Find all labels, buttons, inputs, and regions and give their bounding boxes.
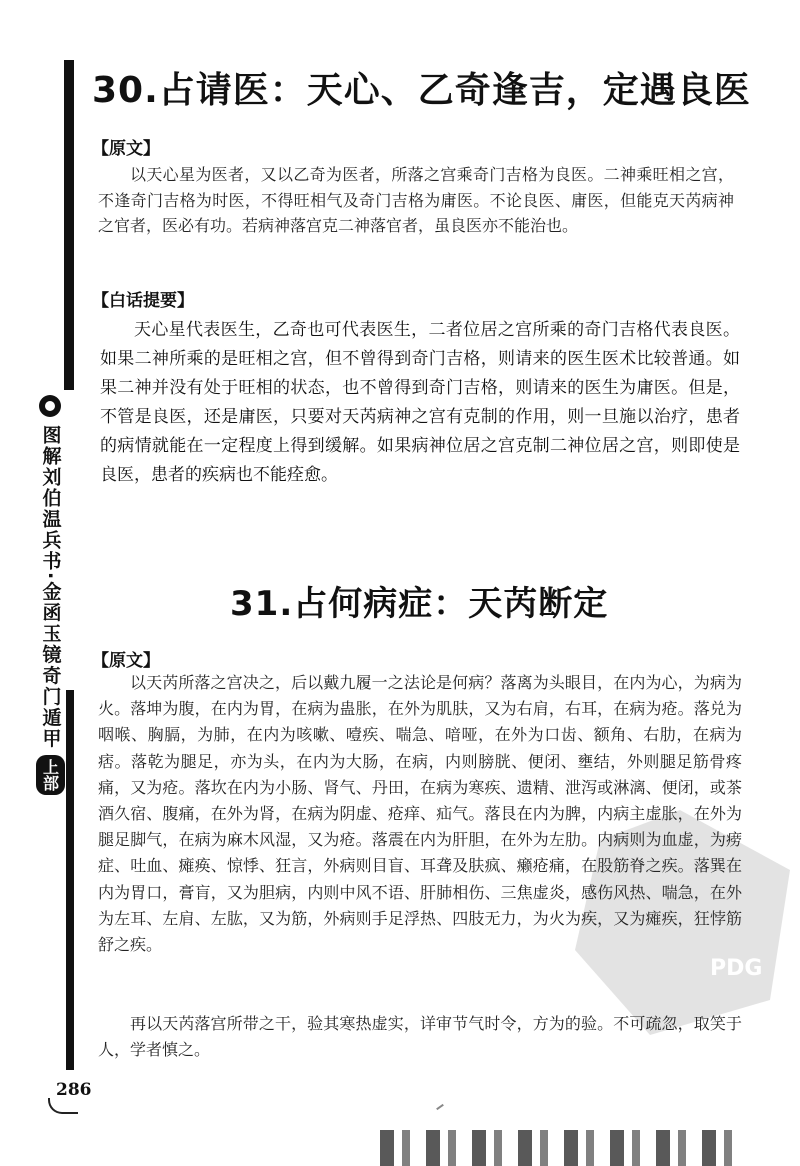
margin-bar-lower bbox=[66, 690, 74, 1070]
watermark-seal bbox=[560, 800, 800, 1040]
watermark-text: PDG bbox=[710, 956, 763, 981]
section-30-original-text: 以天心星为医者，又以乙奇为医者，所落之宫乘奇门吉格为良医。二神乘旺相之宫，不逢奇门吉格为时医，不得旺相气及奇门吉格为庸医。不论良医、庸医，但能克天芮病神之官者，医必有功。若病神落宫克二神落官者，虽良医亦不能治也。 bbox=[98, 165, 734, 235]
scan-smudge bbox=[380, 1130, 740, 1166]
spine-book-title: 图解刘伯温兵书·金函玉镜奇门遁甲 bbox=[39, 425, 62, 750]
section-31-title: 31.占何病症：天芮断定 bbox=[230, 584, 609, 624]
page-number: 286 bbox=[56, 1080, 92, 1100]
scan-mark bbox=[436, 1104, 444, 1110]
section-30-summary-label: 【白话提要】 bbox=[92, 291, 194, 311]
section-31-original-label: 【原文】 bbox=[92, 651, 160, 671]
section-30-title: 30.占请医：天心、乙奇逢吉，定遇良医 bbox=[92, 70, 751, 111]
section-30-original-label: 【原文】 bbox=[92, 139, 160, 159]
section-31-original-text: 以天芮所落之宫决之，后以戴九履一之法论是何病？落离为头眼目，在内为心，为病为火。落坤为腹，在内为胃，在病为蛊胀，在外为肌肤，又为右肩，右耳，在病为疮。落兑为咽喉、胸膈，为肺，在内为咳嗽、噎疾、喘急、喑哑，在外为口齿、额角、右肋，在病为痞。落乾为腿足，亦为头，在内为大肠，在病，内则膀胱、便闭、壅结，外则腿足筋骨疼痛，又为疮。落坎在内为小肠、肾气、丹田，在病为寒疾、遗精、泄泻或淋漓、便闭，或茶酒久宿、腹痛，在外为肾，在病为阴虚、疮痒、疝气。落艮在内为脾，内病主虚胀，在外为腿足脚气，在病为麻木风湿，又为疮。落震在内为肝胆，在外为左肋。内病则为血虚，为痨症、吐血、瘫痪、惊悸、狂言，外病则目盲、耳聋及肤疯、癞疮痛，在股筋脊之疾。落巽在内为胃口，膏肓，又为胆病，内则中风不语、肝肺相伤、三焦虚炎，感伤风热、喘急，在外为左耳、左肩、左肱，又为筋，外病则手足浮热、四肢无力，为火为疾，又为瘫疾，狂悖筋舒之疾。 bbox=[98, 673, 742, 955]
yin-yang-icon bbox=[39, 395, 61, 417]
page-number-ornament bbox=[48, 1098, 78, 1114]
section-31-closing-text: 再以天芮落宫所带之干，验其寒热虚实，详审节气时令，方为的验。不可疏忽，取笑于人，学者慎之。 bbox=[98, 1014, 742, 1059]
section-30-summary-text: 天心星代表医生，乙奇也可代表医生，二者位居之宫所乘的奇门吉格代表良医。如果二神所乘的是旺相之宫，但不曾得到奇门吉格，则请来的医生医术比较普通。如果二神并没有处于旺相的状态，也不曾得到奇门吉格，则请来的医生为庸医。但是，不管是良医，还是庸医，只要对天芮病神之宫有克制的作用，则一旦施以治疗，患者的病情就能在一定程度上得到缓解。如果病神位居之宫克制二神位居之宫，则即使是良医，患者的疾病也不能痊愈。 bbox=[100, 320, 740, 485]
margin-bar-upper bbox=[64, 60, 74, 390]
spine-volume-badge: 上部 bbox=[36, 755, 65, 795]
spine-label bbox=[36, 395, 64, 795]
